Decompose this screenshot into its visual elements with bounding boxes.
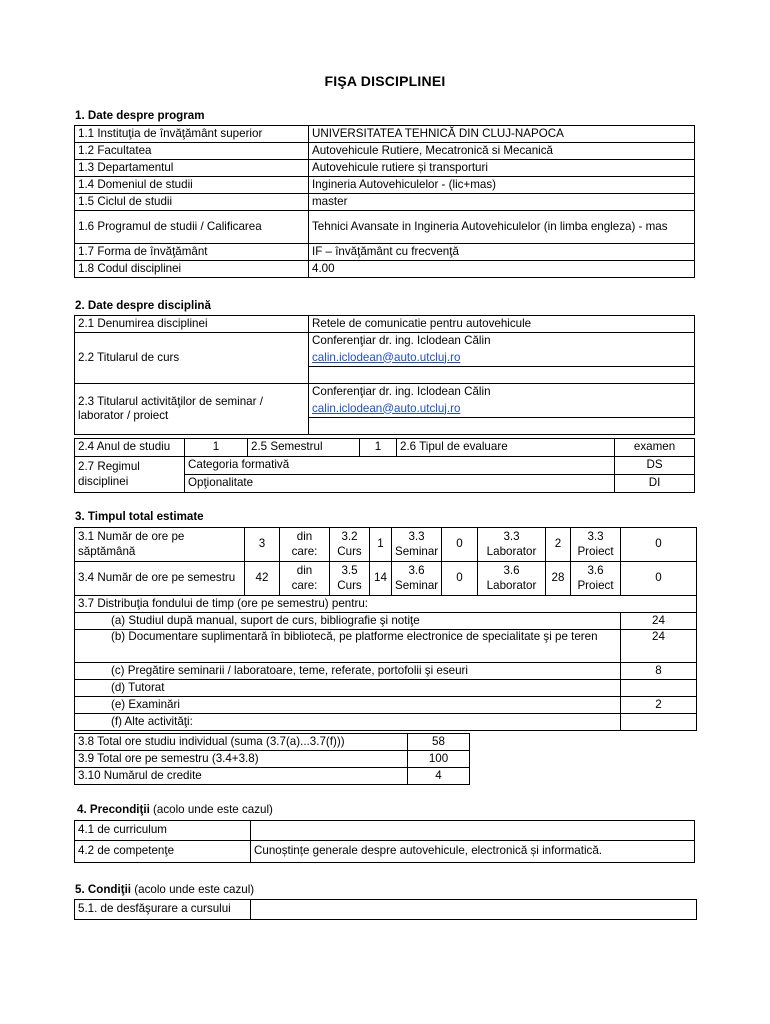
empty-cell [309,367,695,384]
optionalitate-value: DI [615,475,695,493]
hours-week-row [75,528,697,562]
row-label: 1.8 Codul disciplinei [75,261,309,278]
discipline-details-table [74,438,695,493]
seminar-label: 3.3 Seminar [392,528,442,562]
distribution-item-label: (e) Examinări [75,697,621,714]
semestru-value: 1 [360,439,397,457]
row-value: IF – învăţământ cu frecvenţă [309,244,695,261]
curs-value: 14 [370,562,392,596]
row-value: Autovehicule rutiere și transporturi [309,160,695,177]
condition-value [251,900,697,920]
distribution-heading-row [75,596,697,613]
seminar-label: 3.6 Seminar [392,562,442,596]
precondition-row [75,821,695,841]
condition-row [75,900,697,920]
laborator-value: 28 [546,562,571,596]
row-label: 1.3 Departamentul [75,160,309,177]
row-value: Tehnici Avansate in Ingineria Autovehiculelor (in limba engleza) - mas [309,211,695,244]
row-label: 1.2 Facultatea [75,143,309,160]
section-3-heading: 3. Timpul total estimate [75,510,204,523]
section-5-title: 5. Condiţii [75,883,132,896]
din-care-label: din care: [280,528,330,562]
section-4-note: (acolo unde este cazul) [149,803,273,816]
categoria-label: Categoria formativă [185,457,615,475]
totals-row [75,751,470,768]
distribution-row [75,663,697,680]
titular-sem-email-link[interactable]: calin.iclodean@auto.utcluj.ro [312,401,461,415]
distribution-item-value: 2 [621,697,697,714]
section-5-heading [75,883,254,897]
proiect-label: 3.6 Proiect [571,562,621,596]
distribution-row [75,613,697,630]
discipline-row-denumire [75,316,695,333]
program-row-programul [75,211,695,244]
discipline-table [74,315,695,435]
row-label: 1.5 Ciclul de studii [75,194,309,211]
seminar-value: 0 [442,562,478,596]
distribution-item-label: (c) Pregătire seminarii / laboratoare, teme, referate, portofolii şi eseuri [75,663,621,680]
row-value: UNIVERSITATEA TEHNICĂ DIN CLUJ-NAPOCA [309,126,695,143]
row-label: 1.7 Forma de învăţământ [75,244,309,261]
din-care-label: din care: [280,562,330,596]
regim-label: 2.7 Regimul disciplinei [75,457,185,493]
program-row-forma [75,244,695,261]
distribution-row [75,630,697,663]
conditions-table [74,899,697,920]
hours-semester-row [75,562,697,596]
hours-semester-total: 42 [245,562,280,596]
hours-week-total: 3 [245,528,280,562]
discipline-row-an-semestru [75,439,695,457]
curs-label: 3.2 Curs [330,528,370,562]
empty-cell [309,418,695,435]
program-row-ciclul [75,194,695,211]
titular-sem-email-cell [309,401,695,418]
titular-curs-name: Conferenţiar dr. ing. Iclodean Călin [309,333,695,350]
optionalitate-label: Opţionalitate [185,475,615,493]
total-label: 3.10 Numărul de credite [75,768,408,785]
laborator-label: 3.6 Laborator [478,562,546,596]
condition-label: 5.1. de desfăşurare a cursului [75,900,251,920]
distribution-row [75,714,697,731]
distribution-item-value: 24 [621,613,697,630]
row-value: 4.00 [309,261,695,278]
distribution-item-value: 24 [621,630,697,663]
proiect-label: 3.3 Proiect [571,528,621,562]
curs-label: 3.5 Curs [330,562,370,596]
document-title: FIŞA DISCIPLINEI [324,73,446,89]
row-label: 1.6 Programul de studii / Calificarea [75,211,309,244]
discipline-row-titular-curs [75,333,695,350]
program-row-domeniul [75,177,695,194]
total-label: 3.8 Total ore studiu individual (suma (3.7(a)...3.7(f))) [75,734,408,751]
row-label: 2.3 Titularul activităţilor de seminar / laborator / proiect [75,384,309,435]
hours-week-label: 3.1 Număr de ore pe săptămână [75,528,245,562]
precondition-label: 4.2 de competenţe [75,841,251,863]
distribution-item-value [621,680,697,697]
distribution-item-label: (f) Alte activităţi: [75,714,621,731]
total-value: 100 [408,751,470,768]
total-value: 58 [408,734,470,751]
row-value: Autovehicule Rutiere, Mecatronică si Mecanică [309,143,695,160]
totals-table [74,733,470,785]
distribution-item-value [621,714,697,731]
totals-row [75,734,470,751]
distribution-item-label: (a) Studiul după manual, suport de curs, bibliografie şi notiţe [75,613,621,630]
evaluare-label: 2.6 Tipul de evaluare [397,439,615,457]
precondition-value: Cunoștințe generale despre autovehicule, electronică și informatică. [251,841,695,863]
program-row-codul [75,261,695,278]
precondition-row [75,841,695,863]
program-table [74,125,695,278]
row-value: Ingineria Autovehiculelor - (lic+mas) [309,177,695,194]
precondition-value [251,821,695,841]
program-row-institutie [75,126,695,143]
section-4-heading [77,803,273,817]
evaluare-value: examen [615,439,695,457]
distribution-row [75,680,697,697]
time-table [74,527,697,731]
laborator-label: 3.3 Laborator [478,528,546,562]
proiect-value: 0 [621,562,697,596]
distribution-label: 3.7 Distribuţia fondului de timp (ore pe semestru) pentru: [75,596,697,613]
precondition-label: 4.1 de curriculum [75,821,251,841]
discipline-row-regim-categoria [75,457,695,475]
row-label: 2.2 Titularul de curs [75,333,309,384]
titular-sem-name: Conferenţiar dr. ing. Iclodean Călin [309,384,695,401]
titular-curs-email-link[interactable]: calin.iclodean@auto.utcluj.ro [312,350,461,364]
hours-semester-label: 3.4 Număr de ore pe semestru [75,562,245,596]
total-label: 3.9 Total ore pe semestru (3.4+3.8) [75,751,408,768]
row-label: 1.4 Domeniul de studii [75,177,309,194]
distribution-item-label: (b) Documentare suplimentară în bibliotecă, pe platforme electronice de specialitate şi pe teren [75,630,621,663]
section-4-title: 4. Precondiţii [77,803,150,816]
section-5-note: (acolo unde este cazul) [131,883,255,896]
row-value: master [309,194,695,211]
laborator-value: 2 [546,528,571,562]
an-value: 1 [185,439,248,457]
preconditions-table [74,820,695,863]
row-value: Retele de comunicatie pentru autovehicule [309,316,695,333]
proiect-value: 0 [621,528,697,562]
program-row-departamentul [75,160,695,177]
an-label: 2.4 Anul de studiu [75,439,185,457]
curs-value: 1 [370,528,392,562]
distribution-row [75,697,697,714]
discipline-row-titular-seminar [75,384,695,401]
distribution-item-value: 8 [621,663,697,680]
totals-row [75,768,470,785]
row-label: 2.1 Denumirea disciplinei [75,316,309,333]
semestru-label: 2.5 Semestrul [248,439,360,457]
section-2-heading: 2. Date despre disciplină [75,299,211,312]
distribution-item-label: (d) Tutorat [75,680,621,697]
row-label: 1.1 Instituţia de învăţământ superior [75,126,309,143]
total-value: 4 [408,768,470,785]
program-row-facultatea [75,143,695,160]
seminar-value: 0 [442,528,478,562]
section-1-heading: 1. Date despre program [75,109,205,122]
titular-curs-email-cell [309,350,695,367]
categoria-value: DS [615,457,695,475]
